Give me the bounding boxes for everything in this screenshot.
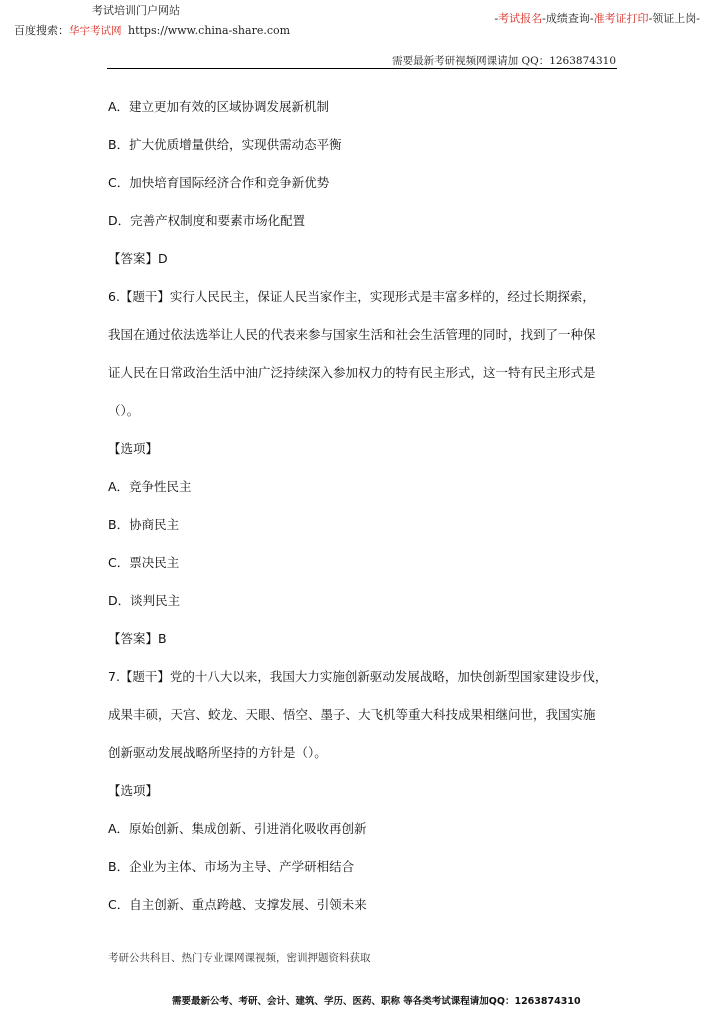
question-line: 创新驱动发展战略所坚持的方针是（）。: [108, 745, 327, 760]
option-a: A．原始创新、集成创新、引进消化吸收再创新: [108, 821, 367, 836]
question-line: 成果丰硕，天宫、蛟龙、天眼、悟空、墨子、大飞机等重大科技成果相继问世，我国实施: [108, 707, 596, 722]
nav-sep: -: [648, 12, 653, 25]
option-a: A．竞争性民主: [108, 479, 192, 494]
nav-certificate[interactable]: 领证上岗: [652, 12, 697, 25]
nav-sep: -: [542, 12, 546, 25]
question-line: （）。: [108, 403, 140, 418]
question-line: 7.【题干】党的十八大以来，我国大力实施创新驱动发展战略，加快创新型国家建设步伐，: [108, 669, 608, 684]
option-c: C．加快培育国际经济合作和竞争新优势: [108, 175, 330, 190]
option-b: B．企业为主体、市场为主导、产学研相结合: [108, 859, 355, 874]
qq-notice: 需要最新考研视频网课请加 QQ：1263874310: [392, 55, 616, 67]
site-url[interactable]: https://www.china-share.com: [128, 24, 291, 37]
options-heading: 【选项】: [108, 441, 159, 456]
question-line: 证人民在日常政治生活中油广泛持续深入参加权力的特有民主形式，这一特有民主形式是: [108, 365, 596, 380]
answer: 【答案】D: [108, 251, 168, 266]
footer-contact: 需要最新公考、考研、会计、建筑、学历、医药、职称 等各类考试课程请加QQ：1263874310: [172, 996, 581, 1007]
option-d: D．完善产权制度和要素市场化配置: [108, 213, 306, 228]
option-c: C．自主创新、重点跨越、支撑发展、引领未来: [108, 897, 367, 912]
nav-admission-ticket[interactable]: 准考证打印: [593, 12, 649, 25]
search-hint: [14, 22, 290, 38]
nav-exam-registration[interactable]: 考试报名: [498, 12, 543, 25]
question-line: 我国在通过依法选举让人民的代表来参与国家生活和社会生活管理的同时，找到了一种保: [108, 327, 596, 342]
nav-score-query[interactable]: 成绩查询: [545, 12, 590, 25]
question-line: 6.【题干】实行人民民主，保证人民当家作主，实现形式是丰富多样的，经过长期探索，: [108, 289, 595, 304]
option-b: B．扩大优质增量供给，实现供需动态平衡: [108, 137, 342, 152]
nav-sep: -: [494, 12, 499, 25]
option-b: B．协商民主: [108, 517, 180, 532]
top-nav: [494, 10, 700, 26]
nav-sep: -: [696, 12, 700, 25]
answer: 【答案】B: [108, 631, 167, 646]
nav-sep: -: [589, 12, 594, 25]
options-heading: 【选项】: [108, 783, 159, 798]
portal-title: 考试培训门户网站: [92, 4, 180, 17]
footer-note: 考研公共科目、热门专业课网课视频，密训押题资料获取: [108, 952, 371, 964]
option-d: D．谈判民主: [108, 593, 181, 608]
search-prefix: 百度搜索：: [14, 24, 69, 37]
option-a: A．建立更加有效的区域协调发展新机制: [108, 99, 330, 114]
search-keyword[interactable]: 华宇考试网: [69, 25, 122, 37]
header-rule: [107, 68, 617, 69]
option-c: C．票决民主: [108, 555, 180, 570]
